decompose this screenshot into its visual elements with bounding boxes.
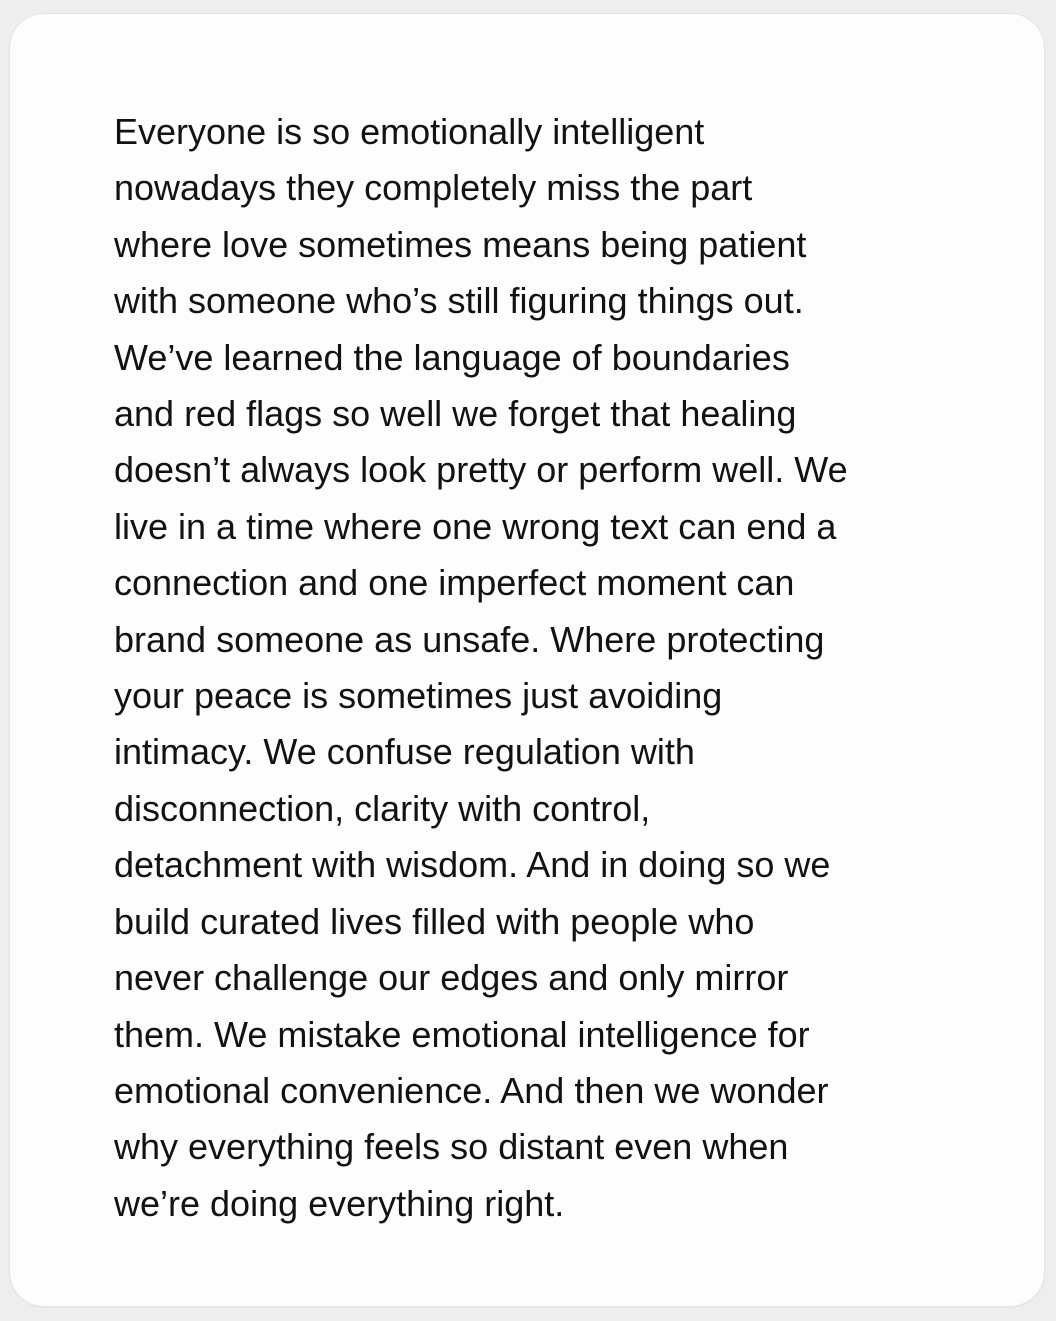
post-text-line: Everyone is so emotionally intelligent	[114, 111, 705, 152]
post-text-line: where love sometimes means being patient	[114, 223, 807, 265]
post-text-line: build curated lives filled with people who	[114, 900, 755, 942]
post-text-line: your peace is sometimes just avoiding	[114, 675, 723, 717]
post-text-line: disconnection, clarity with control,	[114, 787, 651, 829]
post-text-line: connection and one imperfect moment can	[114, 562, 795, 604]
post-text-line: brand someone as unsafe. Where protecting	[114, 618, 825, 660]
post-text-line: intimacy. We confuse regulation with	[114, 731, 695, 773]
post-text-line: live in a time where one wrong text can end a	[114, 505, 837, 547]
post-text-line: emotional convenience. And then we wonder	[114, 1069, 829, 1111]
post-text-line: never challenge our edges and only mirror	[114, 957, 789, 999]
post-text-line: why everything feels so distant even when	[114, 1126, 789, 1168]
post-text-line: detachment with wisdom. And in doing so we	[114, 844, 831, 886]
post-text-line: nowadays they completely miss the part	[114, 167, 753, 209]
post-text-line: and red flags so well we forget that healing	[114, 393, 797, 435]
post-text-line: we’re doing everything right.	[114, 1182, 565, 1224]
post-text-line: them. We mistake emotional intelligence for	[114, 1013, 810, 1055]
post-text	[114, 104, 994, 1232]
text-card	[10, 14, 1044, 1306]
post-text-line: We’ve learned the language of boundaries	[114, 336, 790, 378]
post-text-line: doesn’t always look pretty or perform well. We	[114, 449, 848, 491]
post-text-line: with someone who’s still figuring things out.	[114, 280, 804, 322]
